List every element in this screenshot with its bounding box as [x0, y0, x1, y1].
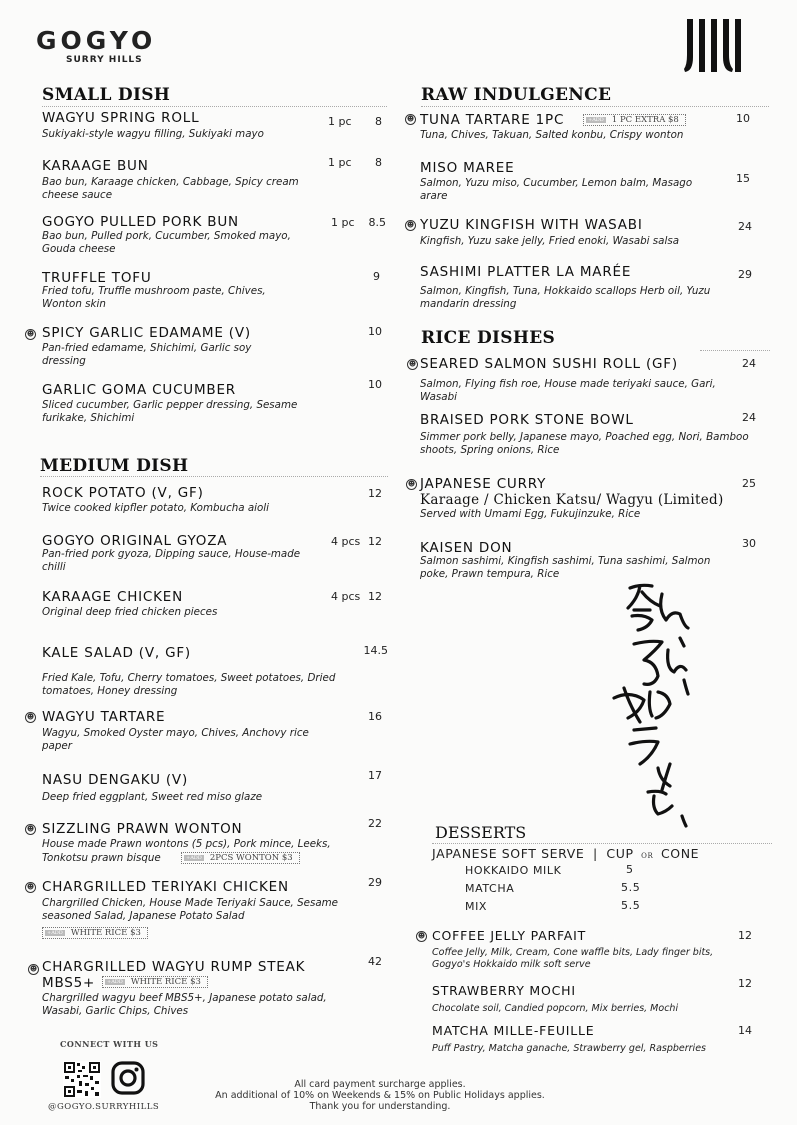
social-handle: @GOGYO.SURRYHILLS: [48, 1102, 160, 1112]
brand-location: SURRY HILLS: [66, 55, 143, 65]
item-desc: Served with Umami Egg, Fukujinzuke, Rice: [420, 508, 641, 520]
item-name: YUZU KINGFISH WITH WASABI: [420, 217, 643, 233]
chilli-icon: ☻: [26, 713, 35, 721]
item-desc: Original deep fried chicken pieces: [42, 606, 218, 618]
item-desc: Chargrilled Chicken, House Made Teriyaki Sauce, Sesame seasoned Salad, Japanese Potato Salad: [42, 897, 339, 922]
item-desc: Wagyu, Smoked Oyster mayo, Chives, Anchovy rice paper: [42, 727, 309, 752]
footer-note: [200, 1079, 560, 1112]
connect-label: CONNECT WITH US: [60, 1039, 159, 1049]
chilli-icon: ☻: [408, 360, 417, 368]
item-desc: Simmer pork belly, Japanese mayo, Poached egg, Nori, Bamboo shoots, Spring onions, Rice: [420, 431, 749, 456]
item-price: 29: [738, 268, 752, 281]
soft-serve-header: [432, 846, 699, 861]
item-desc: Bao bun, Karaage chicken, Cabbage, Spicy cream cheese sauce: [42, 176, 299, 201]
item-price: 10: [368, 325, 382, 338]
item-desc: Salmon sashimi, Kingfish sashimi, Tuna sashimi, Salmon poke, Prawn tempura, Rice: [420, 555, 711, 580]
item-name: TUNA TARTARE 1PC: [420, 112, 565, 128]
item-desc: Bao bun, Pulled pork, Cucumber, Smoked mayo, Gouda cheese: [42, 230, 291, 255]
item-price: 9: [373, 270, 380, 283]
item-name: MBS5+: [42, 975, 96, 991]
item-desc: Pan-fried pork gyoza, Dipping sauce, House-made chilli: [42, 548, 301, 573]
item-price: 10: [736, 112, 750, 125]
item-subtitle: Karaage / Chicken Katsu/ Wagyu (Limited): [420, 492, 724, 508]
addon-label: WHITE RICE $3: [70, 928, 141, 938]
item-name: KARAAGE BUN: [42, 158, 149, 174]
flavour-price: 5.5: [621, 899, 641, 912]
addon-label: 2PCS WONTON $3: [209, 853, 293, 863]
instagram-icon[interactable]: [110, 1060, 146, 1096]
cup-label: CUP: [606, 846, 634, 861]
item-name: KALE SALAD (V, GF): [42, 645, 191, 661]
item-name: COFFEE JELLY PARFAIT: [432, 928, 587, 943]
item-name: WAGYU SPRING ROLL: [42, 110, 200, 126]
flavour-price: 5: [626, 863, 634, 876]
item-name: CHARGRILLED WAGYU RUMP STEAK: [42, 959, 306, 975]
item-name: ROCK POTATO (V, GF): [42, 485, 204, 501]
item-name: MISO MAREE: [420, 160, 515, 176]
footer-line: Thank you for understanding.: [309, 1101, 451, 1112]
item-desc: Fried Kale, Tofu, Cherry tomatoes, Sweet potatoes, Dried tomatoes, Honey dressing: [42, 672, 336, 697]
flavour-name: HOKKAIDO MILK: [465, 864, 562, 877]
item-price: 8: [375, 156, 382, 169]
divider: [42, 106, 387, 107]
item-desc: Deep fried eggplant, Sweet red miso glaze: [42, 791, 263, 803]
divider: [700, 350, 770, 351]
chilli-icon: ☻: [407, 480, 416, 488]
item-name: TRUFFLE TOFU: [42, 270, 152, 286]
item-name: KAISEN DON: [420, 540, 513, 556]
item-qty: 4 pcs: [331, 535, 361, 548]
addon-box: [583, 114, 686, 126]
item-desc: Tonkotsu prawn bisque: [42, 852, 161, 864]
item-name: NASU DENGAKU (V): [42, 772, 189, 788]
item-desc: Tuna, Chives, Takuan, Salted konbu, Crispy wonton: [420, 129, 684, 141]
add-tag: +ADD: [588, 116, 604, 123]
item-name: GOGYO ORIGINAL GYOZA: [42, 533, 228, 549]
item-price: 25: [742, 477, 756, 490]
brand-name: GOGYO: [36, 26, 157, 55]
item-desc: Salmon, Kingfish, Tuna, Hokkaido scallops Herb oil, Yuzu mandarin dressing: [420, 285, 711, 310]
item-desc: Kingfish, Yuzu sake jelly, Fried enoki, Wasabi salsa: [420, 235, 680, 247]
chilli-icon: ☻: [406, 221, 415, 229]
chilli-icon: ☻: [26, 825, 35, 833]
item-name: SASHIMI PLATTER LA MARÉE: [420, 264, 632, 280]
item-price: 24: [738, 220, 752, 233]
item-price: 10: [368, 378, 382, 391]
item-price: 12: [738, 977, 752, 990]
soft-serve-label: JAPANESE SOFT SERVE: [432, 846, 585, 861]
cone-label: CONE: [660, 846, 700, 861]
item-desc: Salmon, Flying fish roe, House made teriyaki sauce, Gari, Wasabi: [420, 378, 716, 403]
item-price: 12: [368, 590, 382, 603]
item-desc: Puff Pastry, Matcha ganache, Strawberry gel, Raspberries: [432, 1043, 706, 1054]
divider: [432, 843, 772, 844]
section-title-small-dish: SMALL DISH: [42, 85, 171, 105]
addon-box: [102, 976, 208, 988]
item-name: CHARGRILLED TERIYAKI CHICKEN: [42, 879, 289, 895]
footer-line: All card payment surcharge applies.: [294, 1079, 466, 1090]
item-name: SIZZLING PRAWN WONTON: [42, 821, 243, 837]
item-qty: 1 pc: [328, 115, 352, 128]
section-title-rice-dishes: RICE DISHES: [421, 328, 556, 348]
item-name: SPICY GARLIC EDAMAME (V): [42, 325, 251, 341]
item-desc: Chargrilled wagyu beef MBS5+, Japanese potato salad, Wasabi, Garlic Chips, Chives: [42, 992, 327, 1017]
item-desc: Sliced cucumber, Garlic pepper dressing, Sesame furikake, Shichimi: [42, 399, 298, 424]
item-price: 12: [738, 929, 752, 942]
item-price: 12: [368, 535, 382, 548]
item-price: 8: [375, 115, 382, 128]
item-desc: House made Prawn wontons (5 pcs), Pork mince, Leeks,: [42, 838, 331, 850]
item-price: 12: [368, 487, 382, 500]
chilli-icon: ☻: [26, 330, 35, 338]
item-qty: 4 pcs: [331, 590, 361, 603]
item-price: 24: [742, 411, 756, 424]
item-name: KARAAGE CHICKEN: [42, 589, 184, 605]
section-title-raw-indulgence: RAW INDULGENCE: [421, 85, 612, 105]
item-price: 24: [742, 357, 756, 370]
item-price: 15: [736, 172, 750, 185]
addon-box: [42, 927, 148, 939]
item-price: 14.5: [363, 644, 388, 657]
item-name: BRAISED PORK STONE BOWL: [420, 412, 634, 428]
add-tag: +ADD: [107, 978, 123, 985]
or-label: OR: [641, 852, 654, 860]
chilli-icon: ☻: [26, 883, 35, 891]
section-title-medium-dish: MEDIUM DISH: [40, 456, 189, 476]
qr-code-icon[interactable]: [63, 1061, 101, 1098]
separator: |: [592, 846, 598, 861]
item-desc: Coffee Jelly, Milk, Cream, Cone waffle bits, Lady finger bits, Gogyo's Hokkaido milk soft serve: [432, 947, 714, 970]
calligraphy-artwork: [600, 580, 700, 830]
item-price: 30: [742, 537, 756, 550]
item-price: 22: [368, 817, 382, 830]
item-name: MATCHA MILLE-FEUILLE: [432, 1023, 595, 1038]
item-price: 8.5: [368, 216, 386, 229]
item-price: 17: [368, 769, 382, 782]
item-price: 42: [368, 955, 382, 968]
add-tag: +ADD: [186, 854, 202, 861]
flavour-name: MIX: [465, 900, 488, 913]
chilli-icon: ☻: [406, 115, 415, 123]
item-desc: Fried tofu, Truffle mushroom paste, Chives, Wonton skin: [42, 285, 266, 310]
item-desc: Twice cooked kipfler potato, Kombucha aioli: [42, 502, 270, 514]
item-name: WAGYU TARTARE: [42, 709, 166, 725]
item-qty: 1 pc: [328, 156, 352, 169]
chilli-icon: ☻: [29, 965, 38, 973]
item-desc: Sukiyaki-style wagyu filling, Sukiyaki mayo: [42, 128, 264, 140]
flavour-name: MATCHA: [465, 882, 515, 895]
addon-box: [181, 852, 300, 864]
item-desc: Salmon, Yuzu miso, Cucumber, Lemon balm, Masago arare: [420, 177, 693, 202]
item-price: 16: [368, 710, 382, 723]
gogyo-logo-icon: [683, 17, 743, 73]
item-name: GOGYO PULLED PORK BUN: [42, 214, 239, 230]
section-title-desserts: DESSERTS: [435, 823, 527, 842]
item-name: JAPANESE CURRY: [420, 476, 547, 492]
divider: [40, 476, 388, 477]
flavour-price: 5.5: [621, 881, 641, 894]
add-tag: +ADD: [47, 929, 63, 936]
addon-label: WHITE RICE $3: [130, 977, 201, 987]
item-name: SEARED SALMON SUSHI ROLL (GF): [420, 356, 678, 372]
item-name: GARLIC GOMA CUCUMBER: [42, 382, 236, 398]
item-price: 14: [738, 1024, 752, 1037]
addon-label: 1 PC EXTRA $8: [611, 115, 679, 125]
item-name: STRAWBERRY MOCHI: [432, 983, 576, 998]
item-desc: Chocolate soil, Candied popcorn, Mix berries, Mochi: [432, 1003, 679, 1014]
divider: [421, 106, 769, 107]
footer-line: An additional of 10% on Weekends & 15% on Public Holidays applies.: [215, 1090, 545, 1101]
item-desc: Pan-fried edamame, Shichimi, Garlic soy dressing: [42, 342, 252, 367]
item-qty: 1 pc: [331, 216, 355, 229]
chilli-icon: ☻: [417, 932, 426, 940]
item-price: 29: [368, 876, 382, 889]
